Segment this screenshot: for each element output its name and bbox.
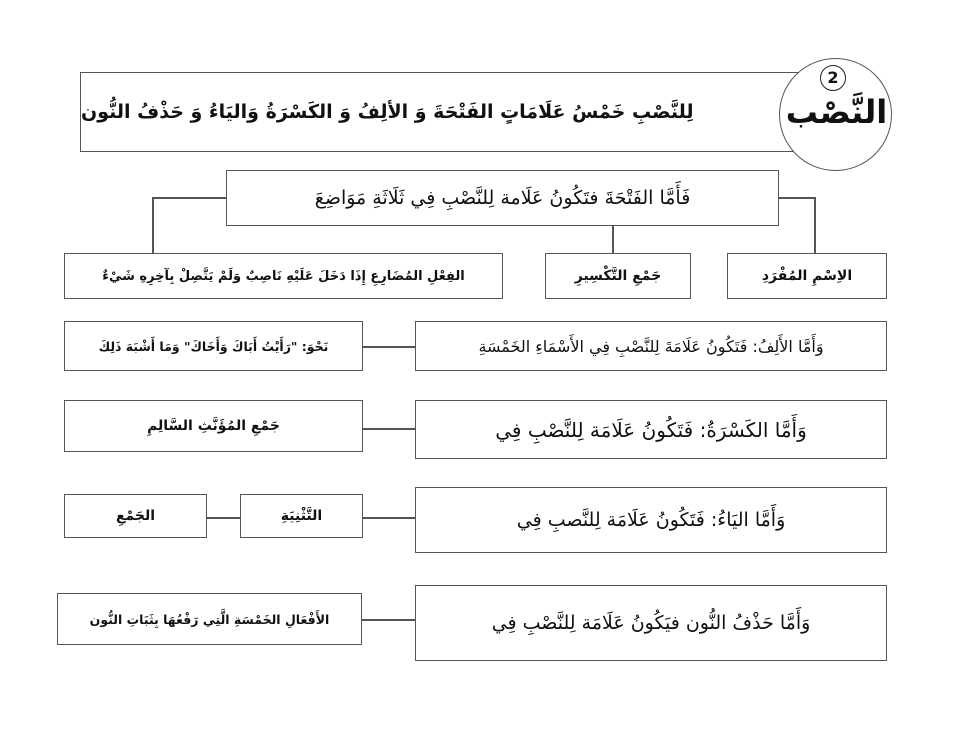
summary-box — [80, 72, 815, 152]
fatha-place-text: جَمْعِ التَّكْسِيرِ — [574, 268, 662, 284]
fatha-main-text: فَأَمَّا الفَتْحَةَ فتَكُونُ عَلَامة لِلنَّصْبِ فِي ثَلَاثَةِ مَوَاضِعَ — [314, 187, 691, 209]
fatha-place-text: الفِعْلِ المُضَارِعِ إِذَا دَخَلَ عَلَيْهِ نَاصِبٌ وَلَمْ يَتَّصِلْ بِآخِرِهِ شَيْءٌ — [102, 268, 465, 284]
fatha-place-text: الاِسْمِ المُفْرَدِ — [761, 268, 853, 284]
fatha-place-broken-plural — [545, 253, 691, 299]
yaa-target-plural — [64, 494, 207, 538]
nun-main-box — [415, 585, 887, 661]
yaa-target-text: الجَمْعِ — [115, 508, 156, 524]
connector-line — [363, 346, 415, 348]
connector-line — [779, 197, 815, 199]
alif-example-box — [64, 321, 363, 371]
kasra-target-text: جَمْعِ المُؤَنَّثِ السَّالِمِ — [147, 418, 280, 434]
kasra-main-text: وَأَمَّا الكَسْرَةُ: فَتَكُونُ عَلَامَة لِلنَّصْبِ فِي — [495, 417, 807, 442]
kasra-main-box — [415, 400, 887, 459]
fatha-main-box — [226, 170, 779, 226]
summary-text: لِلنَّصْبِ خَمْسُ عَلَامَاتٍ الفَتْحَةَ وَ الألِفُ وَ الكَسْرَةُ وَاليَاءُ وَ حَذْفُ النُّون — [81, 101, 694, 123]
alif-main-box — [415, 321, 887, 371]
connector-line — [152, 197, 226, 199]
yaa-target-dual — [240, 494, 363, 538]
connector-line — [814, 197, 816, 253]
connector-line — [207, 517, 240, 519]
connector-line — [363, 517, 415, 519]
lesson-badge — [779, 58, 892, 171]
alif-example-text: نَحْوَ: "رَأَيْتُ أَبَاكَ وَأَخَاكَ" وَمَا أَشْبَهَ ذَلِكَ — [98, 338, 329, 354]
yaa-target-text: التَّثْنِيَةِ — [280, 508, 323, 524]
connector-line — [362, 619, 415, 621]
fatha-place-singular-noun — [727, 253, 887, 299]
fatha-place-present-verb — [64, 253, 503, 299]
connector-line — [152, 197, 154, 253]
connector-line — [612, 226, 614, 253]
yaa-main-box — [415, 487, 887, 553]
yaa-main-text: وَأَمَّا اليَاءُ: فَتَكُونُ عَلَامَة لِلنَّصبِ فِي — [516, 509, 786, 531]
nun-target-box — [57, 593, 362, 645]
lesson-number: 2 — [820, 65, 846, 91]
connector-line — [363, 428, 415, 430]
nun-main-text: وَأَمَّا حَذْفُ النُّون فيَكُونُ عَلَامَة لِلنَّصْبِ فِي — [491, 612, 811, 634]
lesson-title: النَّصْب — [785, 93, 888, 131]
alif-main-text: وَأَمَّا الأَلِفُ: فَتَكُونُ عَلَامَةَ لِلنَّصْبِ فِي الأَسْمَاءِ الخَمْسَةِ — [478, 336, 824, 356]
nun-target-text: الأَفْعَالِ الخَمْسَةِ الَّتِي رَفْعُهَا بِثَبَاتِ النُّون — [89, 611, 330, 627]
kasra-target-box — [64, 400, 363, 452]
